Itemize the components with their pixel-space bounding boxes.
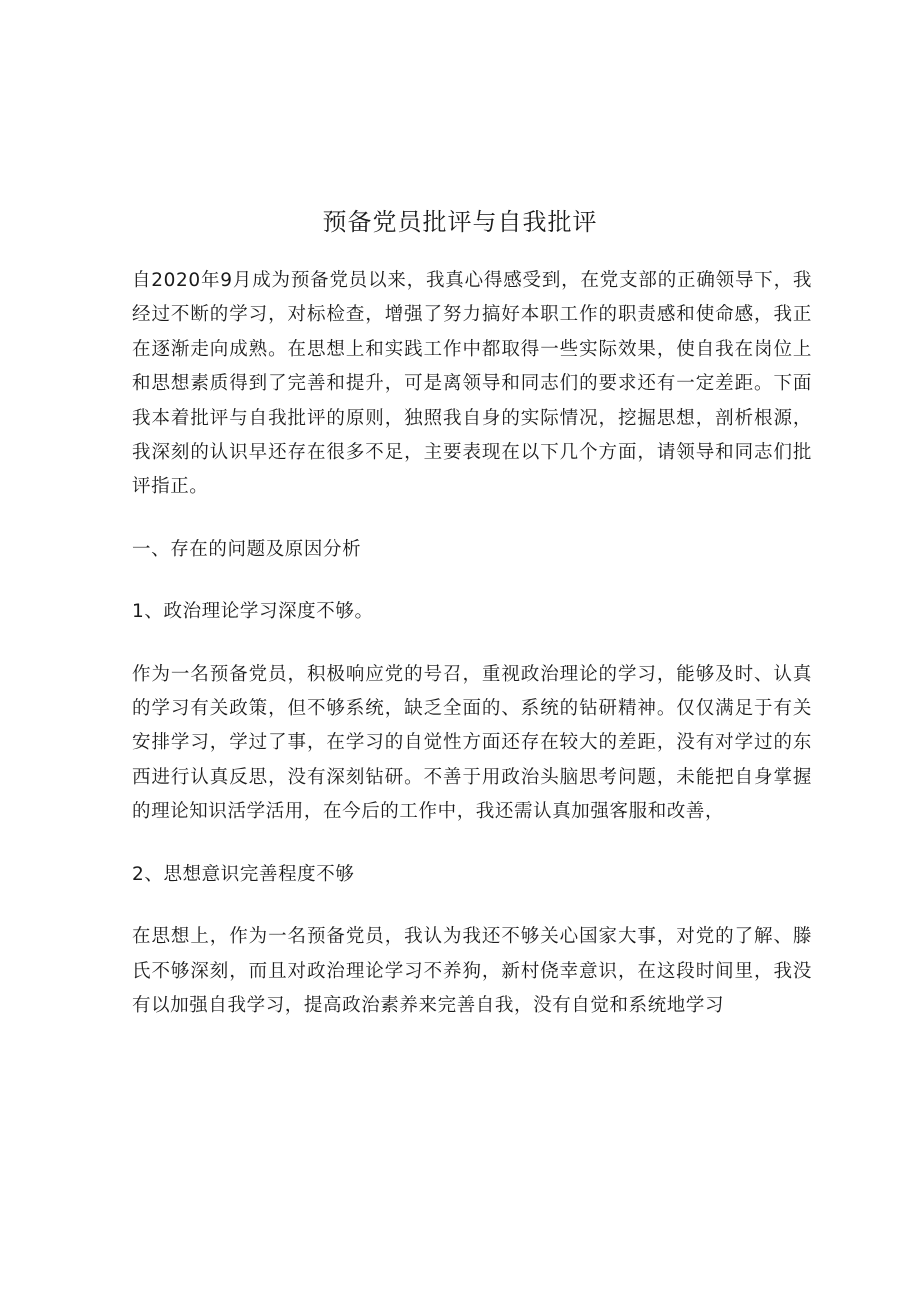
document-title: 预备党员批评与自我批评 — [322, 208, 598, 236]
item-1-paragraph: 作为一名预备党员，积极响应党的号召，重视政治理论的学习，能够及时、认真的学习有关政策，但不够系统，缺乏全面的、系统的钻研精神。仅仅满足于有关安排学习，学过了事，在学习的自觉性方面还存在较大的差距，没有对学过的东西进行认真反思，没有深刻钻研。不善于用政治头脑思考问题，未能把自身掌握的理论知识活学活用，在今后的工作中，我还需认真加强客服和改善， — [132, 663, 812, 823]
document-body — [132, 264, 812, 1023]
spacer — [132, 630, 812, 658]
spacer — [132, 892, 812, 920]
spacer — [132, 567, 812, 595]
intro-paragraph: 自2020年9月成为预备党员以来，我真心得感受到，在党支部的正确领导下，我经过不断的学习，对标检查，增强了努力搞好本职工作的职责感和使命感，我正在逐渐走向成熟。在思想上和实践工作中都取得一些实际效果，使自我在岗位上和思想素质得到了完善和提升，可是离领导和同志们的要求还有一定差距。下面我本着批评与自我批评的原则，独照我自身的实际情况，挖掘思想，剖析根源，我深刻的认识早还存在很多不足，主要表现在以下几个方面，请领导和同志们批评指正。 — [132, 270, 812, 498]
item-2-heading: 2、思想意识完善程度不够 — [132, 863, 355, 885]
spacer — [132, 830, 812, 858]
spacer — [132, 505, 812, 533]
section-heading: 一、存在的问题及原因分析 — [132, 538, 362, 560]
item-2-paragraph: 在思想上，作为一名预备党员，我认为我还不够关心国家大事，对党的了解、滕氏不够深刻，而且对政治理论学习不养狗，新村侥幸意识，在这段时间里，我没有以加强自我学习，提高政治素养来完善自我，没有自觉和系统地学习 — [132, 926, 812, 1016]
item-1-heading: 1、政治理论学习深度不够。 — [132, 601, 374, 623]
